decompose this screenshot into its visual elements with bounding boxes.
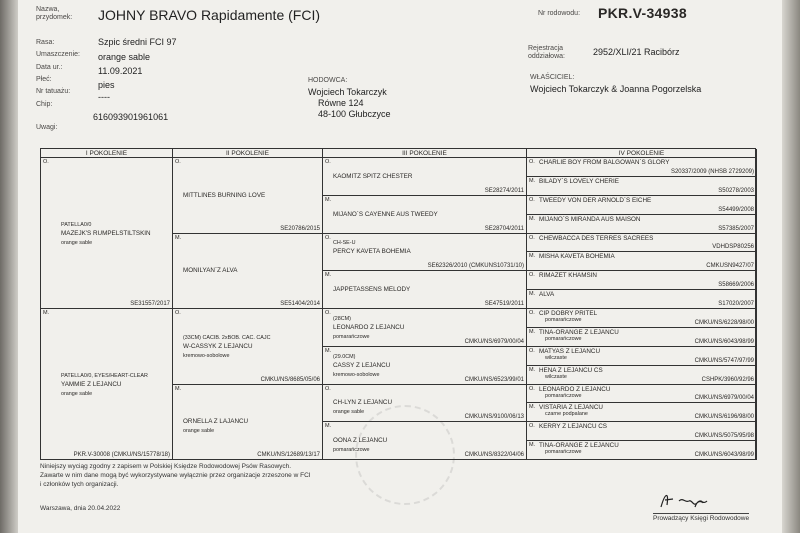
ancestor-color: wilczaste <box>545 354 567 361</box>
owner-label: WŁAŚCICIEL: <box>530 74 575 81</box>
ancestor-cell-gen2-3 <box>173 385 323 461</box>
ancestor-name: MIJANO`S CAYENNE AUS TWEEDY <box>333 210 438 218</box>
ancestor-name: RIMAZET KHAMSIN <box>539 272 597 280</box>
ancestor-sex: O. <box>325 234 331 241</box>
ancestor-sex: M. <box>529 253 536 260</box>
ancestor-sex: M. <box>43 310 50 316</box>
ancestor-reg-number: S50278/2003 <box>718 187 754 194</box>
ancestor-sex: O. <box>325 385 331 392</box>
ancestor-sex: M. <box>529 404 536 411</box>
ancestor-name: TINA-ORANGE Z LEJANCU <box>539 328 619 336</box>
ancestor-cell-gen4-14 <box>527 422 757 441</box>
ancestor-sex: O. <box>529 310 535 316</box>
ancestor-color: kremowo-sobolowe <box>183 352 230 359</box>
ancestor-reg-number: SE31557/2017 <box>130 301 170 307</box>
ancestor-cell-gen4-15 <box>527 441 757 460</box>
ancestor-name: BILADY`S LOVELY CHERIE <box>539 177 619 185</box>
ancestor-name: CHARLIE BOY FROM BALGOWAN`S GLORY <box>539 159 670 166</box>
ancestor-reg-number: SE20786/2015 <box>280 225 320 232</box>
ancestor-name: VISTARIA Z LEJANCU <box>539 404 603 412</box>
chip-value: 616093901961061 <box>93 112 169 122</box>
ancestor-name: CHEWBACCA DES TERRES SACREES <box>539 234 654 242</box>
ancestor-name: JAPPETASSENS MELODY <box>333 286 411 294</box>
ancestor-cell-gen4-0 <box>527 158 757 177</box>
reg-number: PKR.V-34938 <box>598 5 687 21</box>
signature-caption: Prowadzący Księgi Rodowodowe <box>653 515 750 522</box>
ancestor-sex: M. <box>325 196 332 203</box>
ancestor-name: CIP DOBRY PRITEL <box>539 310 598 317</box>
ancestor-reg-number: SE47519/2011 <box>484 301 524 307</box>
ancestor-cell-gen1-1 <box>41 309 173 460</box>
sex-value: pies <box>98 80 115 90</box>
ancestor-sex: M. <box>175 385 182 392</box>
ancestor-reg-number: CMKU/NS/5075/95/98 <box>694 433 754 440</box>
ancestor-name: MITTLINES BURNING LOVE <box>183 191 266 199</box>
signature <box>655 487 735 511</box>
ancestor-title: (29.0CM) <box>333 353 356 360</box>
ancestor-sex: M. <box>529 366 536 373</box>
ancestor-reg-number: S17020/2007 <box>718 301 754 307</box>
breeder-city: 48-100 Głubczyce <box>318 109 391 119</box>
ancestor-color: orange sable <box>61 390 93 397</box>
ancestor-color: pomarańczowe <box>545 449 582 456</box>
ancestor-reg-number: CMKU/NS/6979/00/04 <box>694 395 754 402</box>
ancestor-name: TWEEDY VON DER ARNOLD`S EICHE <box>539 196 652 204</box>
ancestor-cell-gen2-2 <box>173 309 323 385</box>
tattoo-label: Nr tatuażu: <box>36 88 71 95</box>
ancestor-name: PERCY KAVETA BOHEMIA <box>333 248 411 256</box>
footer-note-1: Niniejszy wyciąg zgodny z zapisem w Polskiej Księdze Rodowodowej Psów Rasowych. <box>40 463 292 470</box>
ancestor-name: W-CASSYK Z LEJANCU <box>183 342 253 350</box>
ancestor-sex: O. <box>529 385 535 392</box>
footer-note-2: Zawarte w nim dane mogą być wykorzystywane wyłącznie przez organizacje zrzeszone w FCI <box>40 472 311 479</box>
ancestor-reg-number: S54499/2008 <box>718 206 754 213</box>
breeder-label: HODOWCA: <box>308 77 348 84</box>
ancestor-sex: M. <box>529 177 536 184</box>
ancestor-cell-gen4-9 <box>527 328 757 347</box>
ancestor-reg-number: SE62326/2010 (CMKUNS10731/10) <box>427 263 524 270</box>
ancestor-color: pomarańczowe <box>545 392 582 399</box>
ancestor-cell-gen3-3 <box>323 271 527 309</box>
ancestor-reg-number: CMKU/NS/6523/99/01 <box>464 376 524 383</box>
footer-note-3: i członków tych organizacji. <box>40 481 119 488</box>
ancestor-sex: M. <box>529 291 536 298</box>
color-label: Umaszczenie: <box>36 51 80 58</box>
ancestor-cell-gen3-6 <box>323 385 527 423</box>
pedigree-table <box>40 148 756 460</box>
ancestor-sex: M. <box>529 215 536 222</box>
ancestor-sex: O. <box>529 272 535 279</box>
ancestor-cell-gen4-4 <box>527 234 757 253</box>
remarks-label: Uwagi: <box>36 124 58 131</box>
ancestor-reg-number: S57385/2007 <box>718 225 754 232</box>
ancestor-reg-number: VDHDSP80256 <box>712 244 754 251</box>
ancestor-cell-gen1-0 <box>41 158 173 309</box>
dob-value: 11.09.2021 <box>98 66 143 76</box>
ancestor-sex: M. <box>325 347 332 354</box>
ancestor-cell-gen4-10 <box>527 347 757 366</box>
ancestor-cell-gen3-0 <box>323 158 527 196</box>
name-label: Nazwa, przydomek: <box>36 6 73 21</box>
ancestor-reg-number: CMKU/NS/9100/06/13 <box>464 414 524 421</box>
ancestor-reg-number: CMKU/NS/6979/00/04 <box>464 338 524 345</box>
ancestor-title: PATELLA0/0, EYES/HEART-CLEAR <box>61 372 148 379</box>
ancestor-reg-number: CMKU/NS/5747/97/99 <box>694 357 754 364</box>
ancestor-color: pomarańczowe <box>333 447 370 454</box>
ancestor-sex: M. <box>325 423 332 430</box>
ancestor-sex: M. <box>325 272 332 279</box>
ancestor-color: pomarańczowe <box>545 317 582 323</box>
ancestor-cell-gen3-2 <box>323 234 527 272</box>
ancestor-name: HENA Z LEJANCU CS <box>539 366 603 374</box>
ancestor-sex: O. <box>175 310 181 316</box>
ancestor-cell-gen4-8 <box>527 309 757 328</box>
generation-header-3: III POKOLENIE <box>323 149 527 158</box>
tattoo-value: ---- <box>98 92 110 102</box>
ancestor-reg-number: CMKU/NS/8685/05/06 <box>260 376 320 383</box>
ancestor-reg-number: CMKUSN9427/07 <box>706 263 754 270</box>
ancestor-name: MIJANO`S MIRANDA AUS MAISON <box>539 215 641 223</box>
ancestor-name: OONA Z LEJANCU <box>333 437 388 445</box>
ancestor-color: orange sable <box>61 239 93 246</box>
owner-value: Wojciech Tokarczyk & Joanna Pogorzelska <box>530 84 702 94</box>
ancestor-title: (33CM) CACIB. 2xBOB. CAC. CAJC <box>183 334 271 341</box>
ancestor-cell-gen4-12 <box>527 385 757 404</box>
ancestor-cell-gen4-5 <box>527 252 757 271</box>
ancestor-cell-gen2-1 <box>173 234 323 310</box>
ancestor-title: CH-SE-U <box>333 240 356 247</box>
ancestor-color: orange sable <box>333 409 365 416</box>
ancestor-sex: O. <box>325 310 331 316</box>
ancestor-reg-number: CMKU/NS/6043/98/99 <box>694 452 754 458</box>
ancestor-reg-number: CMKU/NS/6228/98/00 <box>694 319 754 326</box>
ancestor-name: LEONARDO Z LEJANCU <box>333 323 405 331</box>
ancestor-sex: O. <box>529 196 535 203</box>
ancestor-reg-number: PKR.V-30008 (CMKU/NS/15778/18) <box>73 452 170 458</box>
place-date: Warszawa, dnia 20.04.2022 <box>40 505 121 512</box>
ancestor-cell-gen2-0 <box>173 158 323 234</box>
ancestor-cell-gen4-2 <box>527 196 757 215</box>
ancestor-sex: O. <box>529 347 535 354</box>
ancestor-cell-gen4-6 <box>527 271 757 290</box>
breeder-street: Równe 124 <box>318 98 364 108</box>
ancestor-sex: M. <box>529 442 536 449</box>
ancestor-color: kremowo-sobolowe <box>333 371 380 378</box>
ancestor-color: pomarańczowe <box>545 335 582 342</box>
ancestor-name: ORNELLA Z LAJANCU <box>183 418 249 426</box>
breeder-name: Wojciech Tokarczyk <box>308 87 387 97</box>
ancestor-name: ALVA <box>539 291 555 299</box>
dog-name: JOHNY BRAVO Rapidamente (FCI) <box>98 7 320 23</box>
ancestor-name: TINA-ORANGE Z LEJANCU <box>539 442 619 450</box>
ancestor-name: CASSY Z LEJANCU <box>333 361 391 369</box>
ancestor-name: MAZEJK'S RUMPELSTILTSKIN <box>61 229 151 237</box>
ancestor-color: wilczaste <box>545 373 567 380</box>
ancestor-title: PATELLA0/0 <box>61 221 92 228</box>
ancestor-name: CH-LYN Z LEJANCU <box>333 399 393 407</box>
ancestor-reg-number: CMKU/NS/6043/98/99 <box>694 338 754 345</box>
generation-header-2: II POKOLENIE <box>173 149 323 158</box>
ancestor-name: MISHA KAVETA BOHEMIA <box>539 253 615 261</box>
ancestor-reg-number: CMKU/NS/8322/04/06 <box>464 452 524 458</box>
ancestor-reg-number: CMKU/NS/12689/13/17 <box>257 452 320 458</box>
ancestor-reg-number: CSHPK/3960/92/96 <box>701 376 754 383</box>
ancestor-cell-gen4-11 <box>527 366 757 385</box>
ancestor-sex: O. <box>175 159 181 165</box>
ancestor-name: MATYAS Z LEJANCU <box>539 347 600 355</box>
ancestor-reg-number: S58669/2006 <box>718 282 754 289</box>
ancestor-color: orange sable <box>183 428 215 435</box>
ancestor-cell-gen3-1 <box>323 196 527 234</box>
ancestor-name: KAOMITZ SPITZ CHESTER <box>333 172 413 180</box>
ancestor-sex: O. <box>529 423 535 430</box>
dob-label: Data ur.: <box>36 64 63 71</box>
registration-label: Rejestracja oddziałowa: <box>528 45 565 60</box>
sex-label: Płeć: <box>36 76 52 83</box>
chip-label: Chip: <box>36 101 53 108</box>
reg-label: Nr rodowodu: <box>538 10 581 17</box>
ancestor-color: pomarańczowe <box>333 333 370 340</box>
registration-value: 2952/XLI/21 Racibórz <box>593 47 680 57</box>
ancestor-sex: O. <box>43 159 49 165</box>
ancestor-cell-gen4-7 <box>527 290 757 309</box>
ancestor-reg-number: CMKU/NS/6196/98/00 <box>694 414 754 421</box>
ancestor-title: (28CM) <box>333 315 351 322</box>
photo-edge-left <box>0 0 18 533</box>
color-value: orange sable <box>98 52 151 62</box>
ancestor-name: YAMMIE Z LEJANCU <box>61 380 122 388</box>
photo-edge-right <box>782 0 800 533</box>
ancestor-color: czarne podpalane <box>545 411 588 418</box>
ancestor-cell-gen4-13 <box>527 403 757 422</box>
ancestor-reg-number: SE28274/2011 <box>484 187 524 194</box>
ancestor-sex: M. <box>529 328 536 335</box>
breed-value: Szpic średni FCI 97 <box>98 37 177 47</box>
ancestor-sex: O. <box>325 159 331 165</box>
ancestor-reg-number: SE28704/2011 <box>484 225 524 232</box>
ancestor-cell-gen4-1 <box>527 177 757 196</box>
ancestor-cell-gen3-5 <box>323 347 527 385</box>
ancestor-sex: M. <box>175 234 182 241</box>
ancestor-reg-number: S20337/2009 (NHSB 2729209) <box>670 168 754 175</box>
generation-header-4: IV POKOLENIE <box>527 149 757 158</box>
breed-label: Rasa: <box>36 39 55 46</box>
ancestor-name: KERRY Z LEJANCU CS <box>539 423 608 431</box>
ancestor-sex: O. <box>529 159 535 165</box>
ancestor-name: MONILYAN`Z ALVA <box>183 267 238 275</box>
ancestor-cell-gen3-4 <box>323 309 527 347</box>
ancestor-sex: O. <box>529 234 535 241</box>
ancestor-cell-gen3-7 <box>323 422 527 460</box>
ancestor-cell-gen4-3 <box>527 215 757 234</box>
generation-header-1: I POKOLENIE <box>41 149 173 158</box>
ancestor-reg-number: SE51404/2014 <box>280 301 320 307</box>
ancestor-name: LEONARDO Z LEJANCU <box>539 385 611 393</box>
